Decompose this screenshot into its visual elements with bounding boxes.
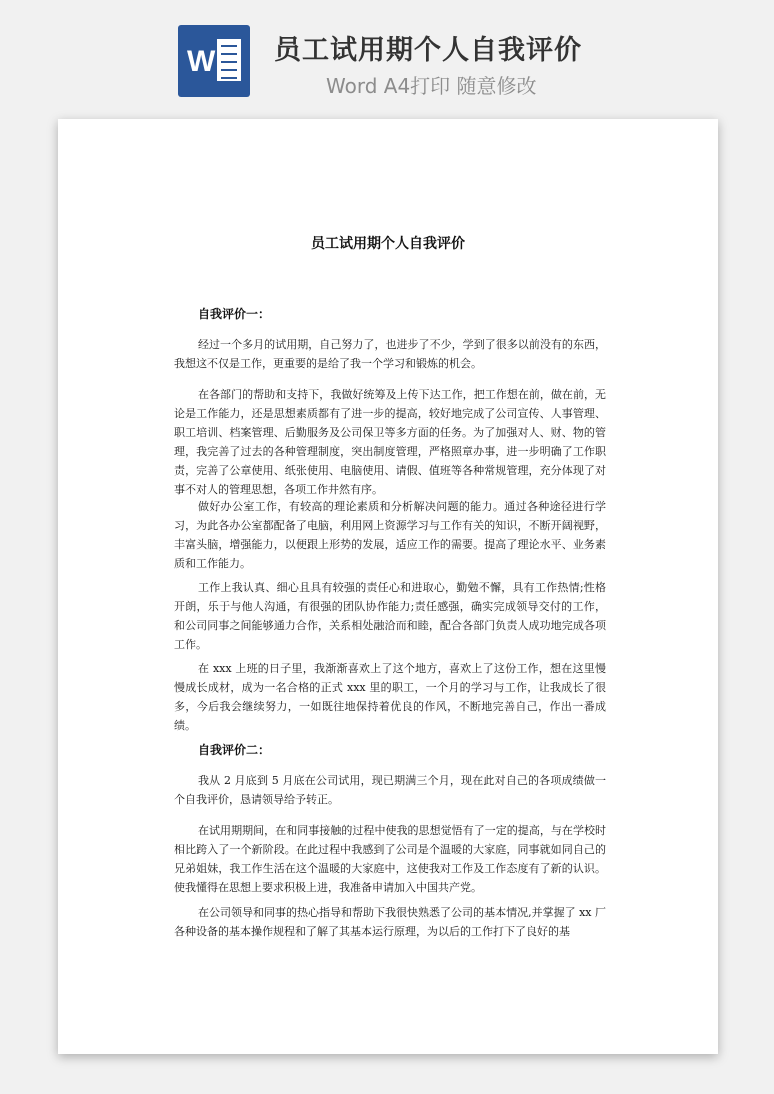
- word-icon-letter: W: [187, 45, 216, 78]
- paragraph: 在各部门的帮助和支持下，我做好统筹及上传下达工作，把工作想在前，做在前，无论是工作能力，还是思想素质都有了进一步的提高，较好地完成了公司宣传、人事管理、职工培训、档案管理、后勤服务及公司保卫等多方面的任务。为了加强对人、财、物的管理，我完善了过去的各种管理制度，突出制度管理，严格照章办事，进一步明确了工作职责，完善了公章使用、纸张使用、电脑使用、请假、值班等各种常规管理，充分体现了对事不对人的管理思想，各项工作井然有序。: [174, 388, 606, 496]
- document-page: [58, 119, 718, 1054]
- page-header: [0, 0, 774, 110]
- header-title: 员工试用期个人自我评价: [274, 35, 582, 66]
- paragraph: 做好办公室工作，有较高的理论素质和分析解决问题的能力。通过各种途径进行学习，为此各办公室都配备了电脑，利用网上资源学习与工作有关的知识，不断开阔视野，丰富头脑，增强能力，以便跟上形势的发展，适应工作的需要。提高了理论水平、业务素质和工作能力。: [174, 500, 606, 570]
- section-heading-1: 自我评价一：: [198, 307, 271, 321]
- word-icon: [178, 25, 250, 97]
- paragraph: 工作上我认真、细心且具有较强的责任心和进取心，勤勉不懈，具有工作热情;性格开朗，乐于与他人沟通，有很强的团队协作能力;责任感强，确实完成领导交付的工作，和公司同事之间能够通力合作，关系相处融洽而和睦，配合各部门负责人成功地完成各项工作。: [174, 581, 606, 651]
- document-title: 员工试用期个人自我评价: [311, 236, 465, 252]
- paragraph: 在公司领导和同事的热心指导和帮助下我很快熟悉了公司的基本情况,并掌握了 xx 厂各种设备的基本操作规程和了解了其基本运行原理，为以后的工作打下了良好的基: [174, 906, 606, 938]
- section-heading-2: 自我评价二：: [198, 743, 271, 757]
- paragraph: 在 xxx 上班的日子里，我渐渐喜欢上了这个地方，喜欢上了这份工作，想在这里慢慢成长成材，成为一名合格的正式 xxx 里的职工，一个月的学习与工作，让我成长了很多，今后我会继续努力，一如既往地保持着优良的作风，不断地完善自己，作出一番成绩。: [174, 662, 606, 732]
- paragraph: 经过一个多月的试用期，自己努力了，也进步了不少，学到了很多以前没有的东西，我想这不仅是工作，更重要的是给了我一个学习和锻炼的机会。: [174, 338, 606, 370]
- header-subtitle: Word A4打印 随意修改: [326, 74, 537, 98]
- paragraph: 在试用期期间，在和同事接触的过程中使我的思想觉悟有了一定的提高，与在学校时相比跨入了一个新阶段。在此过程中我感到了公司是个温暖的大家庭，同事就如同自己的兄弟姐妹，我工作生活在这个温暖的大家庭中，这使我对工作及工作态度有了新的认识。使我懂得在思想上要求积极上进，我准备申请加入中国共产党。: [174, 824, 606, 894]
- paragraph: 我从 2 月底到 5 月底在公司试用，现已期满三个月，现在此对自己的各项成绩做一个自我评价，恳请领导给予转正。: [174, 774, 606, 806]
